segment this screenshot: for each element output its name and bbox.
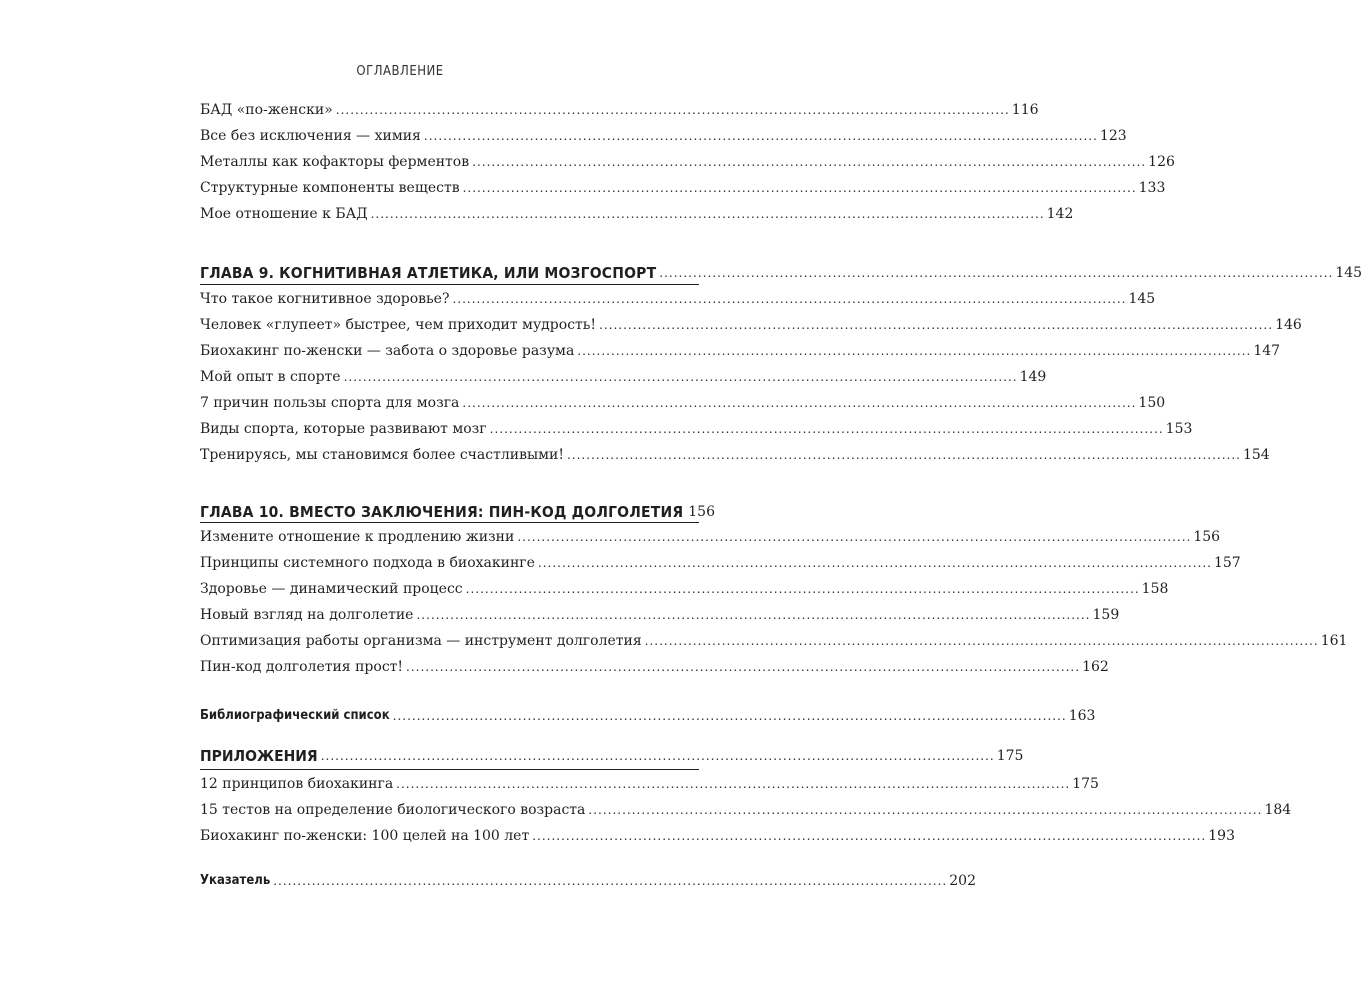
dot-leader: ............................................................................................................................................ [537, 556, 1212, 570]
toc-entry-page: 126 [1148, 154, 1175, 170]
dot-leader: ............................................................................................................................................ [335, 103, 1010, 117]
toc-entry-page: 150 [1138, 395, 1166, 411]
toc-entry-page: 159 [1092, 607, 1120, 623]
appendix-rule [200, 769, 699, 770]
dot-leader: ............................................................................................................................................ [462, 181, 1137, 195]
toc-entry-title: Что такое когнитивное здоровье? [200, 291, 450, 307]
toc-entry[interactable] [200, 417, 1193, 439]
bibliography-title: Библиографический список [200, 708, 390, 723]
dot-leader: ............................................................................................................................................ [462, 396, 1137, 410]
appendix-page: 175 [996, 748, 1024, 764]
bibliography-page: 163 [1068, 708, 1096, 724]
toc-entry-title: Структурные компоненты веществ [200, 180, 460, 196]
dot-leader: ............................................................................................................................................ [465, 582, 1140, 596]
toc-entry[interactable] [200, 824, 1235, 846]
toc-entry-page: 149 [1019, 369, 1047, 385]
dot-leader: ............................................................................................................................................ [273, 874, 948, 888]
toc-entry-page: 158 [1141, 581, 1169, 597]
dot-leader: ............................................................................................................................................ [396, 777, 1071, 791]
toc-entry-title: Тренируясь, мы становимся более счастливыми! [200, 447, 564, 463]
toc-entry[interactable] [200, 551, 1241, 573]
toc-entry-title: Человек «глупеет» быстрее, чем приходит мудрость! [200, 317, 597, 333]
toc-entry-page: 146 [1275, 317, 1302, 333]
toc-entry-title: Все без исключения — химия [200, 128, 421, 144]
toc-entry-page: 157 [1213, 555, 1241, 571]
toc-entry[interactable] [200, 577, 1169, 599]
dot-leader: ............................................................................................................................................ [517, 530, 1192, 544]
toc-entry-title: Биохакинг по-женски: 100 целей на 100 лет [200, 828, 530, 844]
toc-entry-title: 7 причин пользы спорта для мозга [200, 395, 460, 411]
toc-entry-page: 123 [1099, 128, 1127, 144]
dot-leader: ............................................................................................................................................ [406, 660, 1081, 674]
toc-entry-title: Здоровье — динамический процесс [200, 581, 463, 597]
dot-leader: ............................................................................................................................................ [644, 634, 1319, 648]
index-title: Указатель [200, 873, 271, 888]
toc-entry-title: Мой опыт в спорте [200, 369, 341, 385]
toc-entry[interactable] [200, 202, 1074, 224]
toc-entry[interactable] [200, 339, 1281, 361]
toc-bibliography[interactable] [200, 704, 1096, 726]
toc-entry-page: 145 [1128, 291, 1156, 307]
toc-entry-page: 156 [1193, 529, 1221, 545]
dot-leader: ............................................................................................................................................ [566, 448, 1241, 462]
dot-leader: ............................................................................................................................................ [416, 608, 1091, 622]
toc-entry-page: 193 [1208, 828, 1235, 844]
toc-entry[interactable] [200, 629, 1348, 651]
toc-entry-title: Биохакинг по-женски — забота о здоровье разума [200, 343, 575, 359]
toc-entry-title: Виды спорта, которые развивают мозг [200, 421, 487, 437]
dot-leader: ............................................................................................................................................ [320, 749, 995, 763]
toc-entry-title: БАД «по-женски» [200, 102, 333, 118]
dot-leader: ............................................................................................................................................ [599, 318, 1274, 332]
toc-entry[interactable] [200, 287, 1156, 309]
toc-entry-title: Оптимизация работы организма — инструмент долголетия [200, 633, 642, 649]
chapter-page: 156 [688, 504, 715, 520]
toc-entry-page: 161 [1320, 633, 1348, 649]
dot-leader: ............................................................................................................................................ [659, 266, 1334, 280]
chapter-title: ГЛАВА 10. ВМЕСТО ЗАКЛЮЧЕНИЯ: ПИН-КОД ДОЛГОЛЕТИЯ [200, 503, 684, 521]
toc-entry-title: Новый взгляд на долголетие [200, 607, 414, 623]
toc-entry[interactable] [200, 313, 1302, 335]
toc-entry[interactable] [200, 124, 1127, 146]
dot-leader: ............................................................................................................................................ [423, 129, 1098, 143]
toc-entry-title: Принципы системного подхода в биохакинге [200, 555, 535, 571]
toc-entry-title: 12 принципов биохакинга [200, 776, 394, 792]
dot-leader: ............................................................................................................................................ [577, 344, 1252, 358]
dot-leader: ............................................................................................................................................ [472, 155, 1147, 169]
toc-entry[interactable] [200, 98, 1039, 120]
chapter-title: ГЛАВА 9. КОГНИТИВНАЯ АТЛЕТИКА, ИЛИ МОЗГОСПОРТ [200, 264, 657, 282]
toc-entry-page: 175 [1072, 776, 1099, 792]
toc-entry[interactable] [200, 365, 1047, 387]
chapter-rule [200, 522, 699, 523]
toc-entry[interactable] [200, 772, 1099, 794]
toc-entry[interactable] [200, 655, 1109, 677]
toc-entry-title: Пин-код долголетия прост! [200, 659, 404, 675]
toc-chapter-10[interactable] [200, 496, 715, 522]
toc-entry-title: Металлы как кофакторы ферментов [200, 154, 470, 170]
toc-entry[interactable] [200, 150, 1175, 172]
dot-leader: ............................................................................................................................................ [532, 829, 1207, 843]
toc-entry-page: 133 [1138, 180, 1166, 196]
page-header: ОГЛАВЛЕНИЕ [356, 64, 444, 79]
toc-entry-page: 153 [1165, 421, 1193, 437]
toc-entry[interactable] [200, 525, 1221, 547]
toc-entry-page: 147 [1253, 343, 1281, 359]
toc-entry-page: 162 [1082, 659, 1109, 675]
dot-leader: ............................................................................................................................................ [489, 422, 1164, 436]
toc-chapter-9[interactable] [200, 257, 1362, 283]
dot-leader: ............................................................................................................................................ [392, 709, 1067, 723]
toc-entry[interactable] [200, 443, 1270, 465]
toc-entry[interactable] [200, 798, 1292, 820]
dot-leader: ............................................................................................................................................ [452, 292, 1127, 306]
toc-entry[interactable] [200, 391, 1166, 413]
toc-entry[interactable] [200, 176, 1166, 198]
toc-entry-page: 142 [1046, 206, 1074, 222]
toc-entry-title: Мое отношение к БАД [200, 206, 368, 222]
index-page: 202 [949, 873, 976, 889]
toc-entry-title: Измените отношение к продлению жизни [200, 529, 515, 545]
toc-entry-page: 116 [1011, 102, 1039, 118]
appendix-title: ПРИЛОЖЕНИЯ [200, 747, 318, 765]
toc-entry-page: 154 [1242, 447, 1270, 463]
toc-entry-title: 15 тестов на определение биологического возраста [200, 802, 586, 818]
toc-index[interactable] [200, 869, 976, 891]
chapter-page: 145 [1335, 265, 1362, 281]
toc-appendix[interactable] [200, 744, 1024, 766]
dot-leader: ............................................................................................................................................ [370, 207, 1045, 221]
toc-entry[interactable] [200, 603, 1120, 625]
toc-entry-page: 184 [1264, 802, 1292, 818]
dot-leader: ............................................................................................................................................ [343, 370, 1018, 384]
dot-leader: ............................................................................................................................................ [588, 803, 1263, 817]
chapter-rule [200, 284, 699, 285]
